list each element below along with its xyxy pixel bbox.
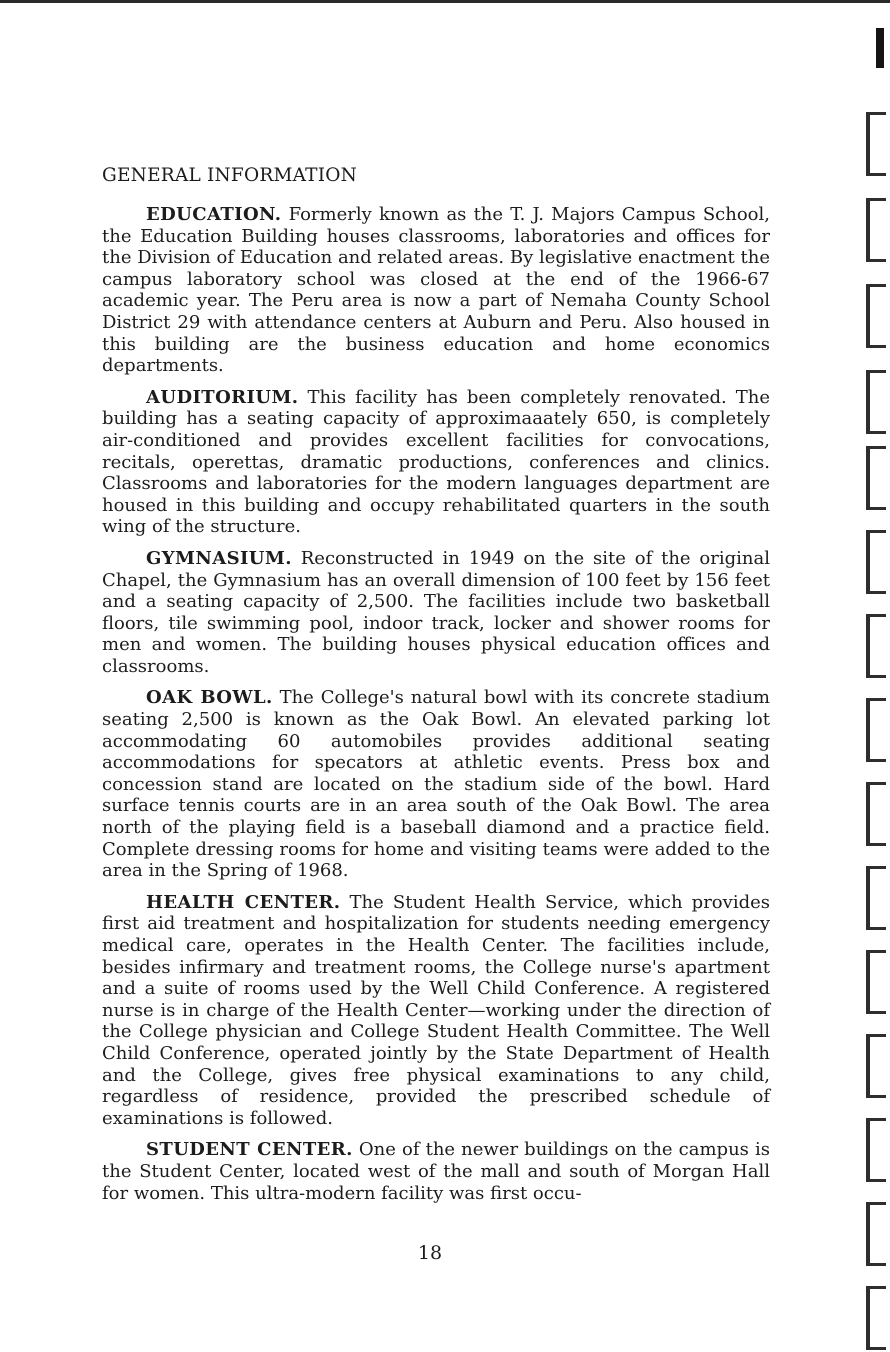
oak-bowl-title: OAK BOWL. <box>146 687 273 709</box>
binding-bracket <box>866 1118 886 1182</box>
auditorium-text: This facility has been completely renovated. The building has a seating capacity of approximaaately 650, is completely air-conditioned and provides excellent facilities for convocations, recitals, operettas, dramatic productions, conferences and clinics. Classrooms and laboratories for the modern languages department are housed in this building and occupy rehabilitated quarters in the south wing of the structure. <box>102 386 770 538</box>
student-center-title: STUDENT CENTER. <box>146 1139 353 1161</box>
top-rule <box>0 0 890 3</box>
health-center-title: HEALTH CENTER. <box>146 891 341 913</box>
spiral-binding <box>850 0 890 1352</box>
binding-bracket <box>866 1034 886 1098</box>
binding-bracket <box>866 446 886 510</box>
student-center-text: One of the newer buildings on the campus is the Student Center, located west of the mall and south of Morgan Hall for women. This ultra-modern facility was first occu- <box>102 1139 770 1204</box>
oak-bowl-text: The College's natural bowl with its concrete stadium seating 2,500 is known as the Oak Bowl. An elevated parking lot accommodating 60 automobiles provides additional seating accommodations for specators at athletic events. Press box and concession stand are located on the stadium side of the bowl. Hard surface tennis courts are in an area south of the Oak Bowl. The area north of the playing field is a baseball diamond and a practice field. Complete dressing rooms for home and visiting teams were added to the area in the Spring of 1968. <box>102 687 770 882</box>
binding-bracket <box>866 198 886 262</box>
page-body <box>102 165 770 1214</box>
health-center-paragraph <box>102 892 770 1130</box>
binding-bracket <box>866 370 886 434</box>
binding-bracket <box>866 530 886 594</box>
gymnasium-paragraph <box>102 548 770 678</box>
binding-bracket <box>866 698 886 762</box>
student-center-paragraph <box>102 1139 770 1204</box>
auditorium-paragraph <box>102 387 770 538</box>
oak-bowl-paragraph <box>102 687 770 881</box>
education-title: EDUCATION. <box>146 204 282 225</box>
binding-bracket <box>866 614 886 678</box>
section-heading: GENERAL INFORMATION <box>102 165 357 186</box>
gymnasium-text: Reconstructed in 1949 on the site of the original Chapel, the Gymnasium has an overall dimension of 100 feet by 156 feet and a seating capacity of 2,500. The facilities include two basketball floors, tile swimming pool, indoor track, locker and shower rooms for men and women. The building houses physical education offices and classrooms. <box>102 547 770 677</box>
binding-bracket <box>866 950 886 1014</box>
binding-bracket <box>866 1202 886 1266</box>
binding-solid-bar <box>876 28 884 68</box>
page-number: 18 <box>417 1242 443 1264</box>
binding-bracket <box>866 1286 886 1350</box>
education-paragraph <box>102 204 770 377</box>
binding-bracket <box>866 782 886 846</box>
binding-bracket <box>866 866 886 930</box>
health-center-text: The Student Health Service, which provides first aid treatment and hospitalization for students needing emergency medical care, operates in the Health Center. The facilities include, besides infirmary and treatment rooms, the College nurse's apartment and a suite of rooms used by the Well Child Conference. A registered nurse is in charge of the Health Center—working under the direction of the College physician and College Student Health Committee. The Well Child Conference, operated jointly by the State Department of Health and the College, gives free physical examinations to any child, regardless of residence, provided the prescribed schedule of examinations is followed. <box>102 891 770 1129</box>
education-text: Formerly known as the T. J. Majors Campus School, the Education Building houses classrooms, laboratories and offices for the Division of Education and related areas. By legislative enactment the campus laboratory school was closed at the end of the 1966-67 academic year. The Peru area is now a part of Nemaha County School District 29 with attendance centers at Auburn and Peru. Also housed in this building are the business education and home economics departments. <box>102 204 770 377</box>
auditorium-title: AUDITORIUM. <box>146 386 299 408</box>
binding-bracket <box>866 112 886 176</box>
binding-bracket <box>866 284 886 348</box>
gymnasium-title: GYMNASIUM. <box>146 547 292 569</box>
